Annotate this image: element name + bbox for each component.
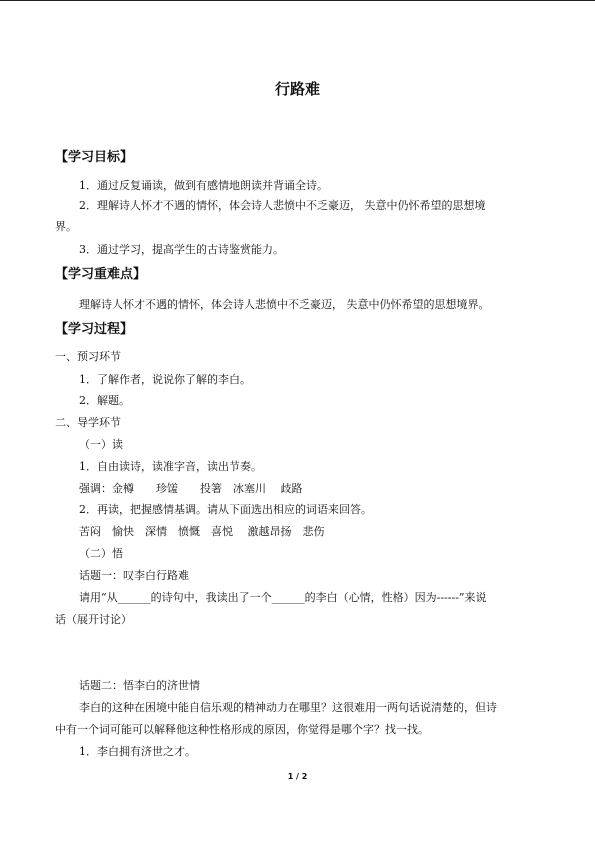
objective-item-continuation: 界。 xyxy=(55,220,77,233)
process-line: （二）悟 xyxy=(79,547,123,560)
objectives-heading: 【学习目标】 xyxy=(55,150,134,165)
key-points-heading: 【学习重难点】 xyxy=(55,267,147,282)
process-line-continuation: 话（展开讨论） xyxy=(55,613,132,626)
process-line: 话题一：叹李白行路难 xyxy=(79,569,189,582)
process-line: 李白的这种在困境中能自信乐观的精神动力在哪里？这很难用一两句话说清楚的，但诗 xyxy=(79,701,497,714)
objective-item: 2．理解诗人怀才不遇的情怀，体会诗人悲愤中不乏豪迈， 失意中仍怀希望的思想境 xyxy=(79,199,486,212)
process-line: 请用“从______的诗句中，我读出了一个______的李白（心情，性格）因为------”来说 xyxy=(79,591,487,604)
process-line: 苦闷 愉快 深情 愤慨 喜悦 激越昂扬 悲伤 xyxy=(79,525,325,538)
process-line: 一、预习环节 xyxy=(55,350,121,363)
process-line: 2．解题。 xyxy=(79,394,130,407)
process-heading: 【学习过程】 xyxy=(55,322,134,337)
process-line: 强调：金樽 珍馐 投箸 冰塞川 歧路 xyxy=(79,482,303,495)
process-line: 二、导学环节 xyxy=(55,416,121,429)
page-number: 1 / 2 xyxy=(287,772,308,781)
key-points-text: 理解诗人怀才不遇的情怀，体会诗人悲愤中不乏豪迈， 失意中仍怀希望的思想境界。 xyxy=(79,298,490,311)
process-line: 2．再读，把握感情基调。请从下面选出相应的词语来回答。 xyxy=(79,503,372,516)
process-line-continuation: 中有一个词可能可以解释他这种性格形成的原因，你觉得是哪个字？找一找。 xyxy=(55,723,429,736)
process-line: 话题二：悟李白的济世情 xyxy=(79,679,200,692)
objective-item: 1．通过反复诵读，做到有感情地朗读并背诵全诗。 xyxy=(79,179,328,192)
top-border-line xyxy=(0,0,595,1)
objective-item: 3．通过学习，提高学生的古诗鉴赏能力。 xyxy=(79,243,284,256)
process-line: 1．李白拥有济世之才。 xyxy=(79,745,196,758)
process-line: 1．了解作者，说说你了解的李白。 xyxy=(79,373,251,386)
process-line: （一）读 xyxy=(79,438,123,451)
process-line: 1．自由读诗，读准字音，读出节奏。 xyxy=(79,460,262,473)
page-title: 行路难 xyxy=(274,80,320,98)
